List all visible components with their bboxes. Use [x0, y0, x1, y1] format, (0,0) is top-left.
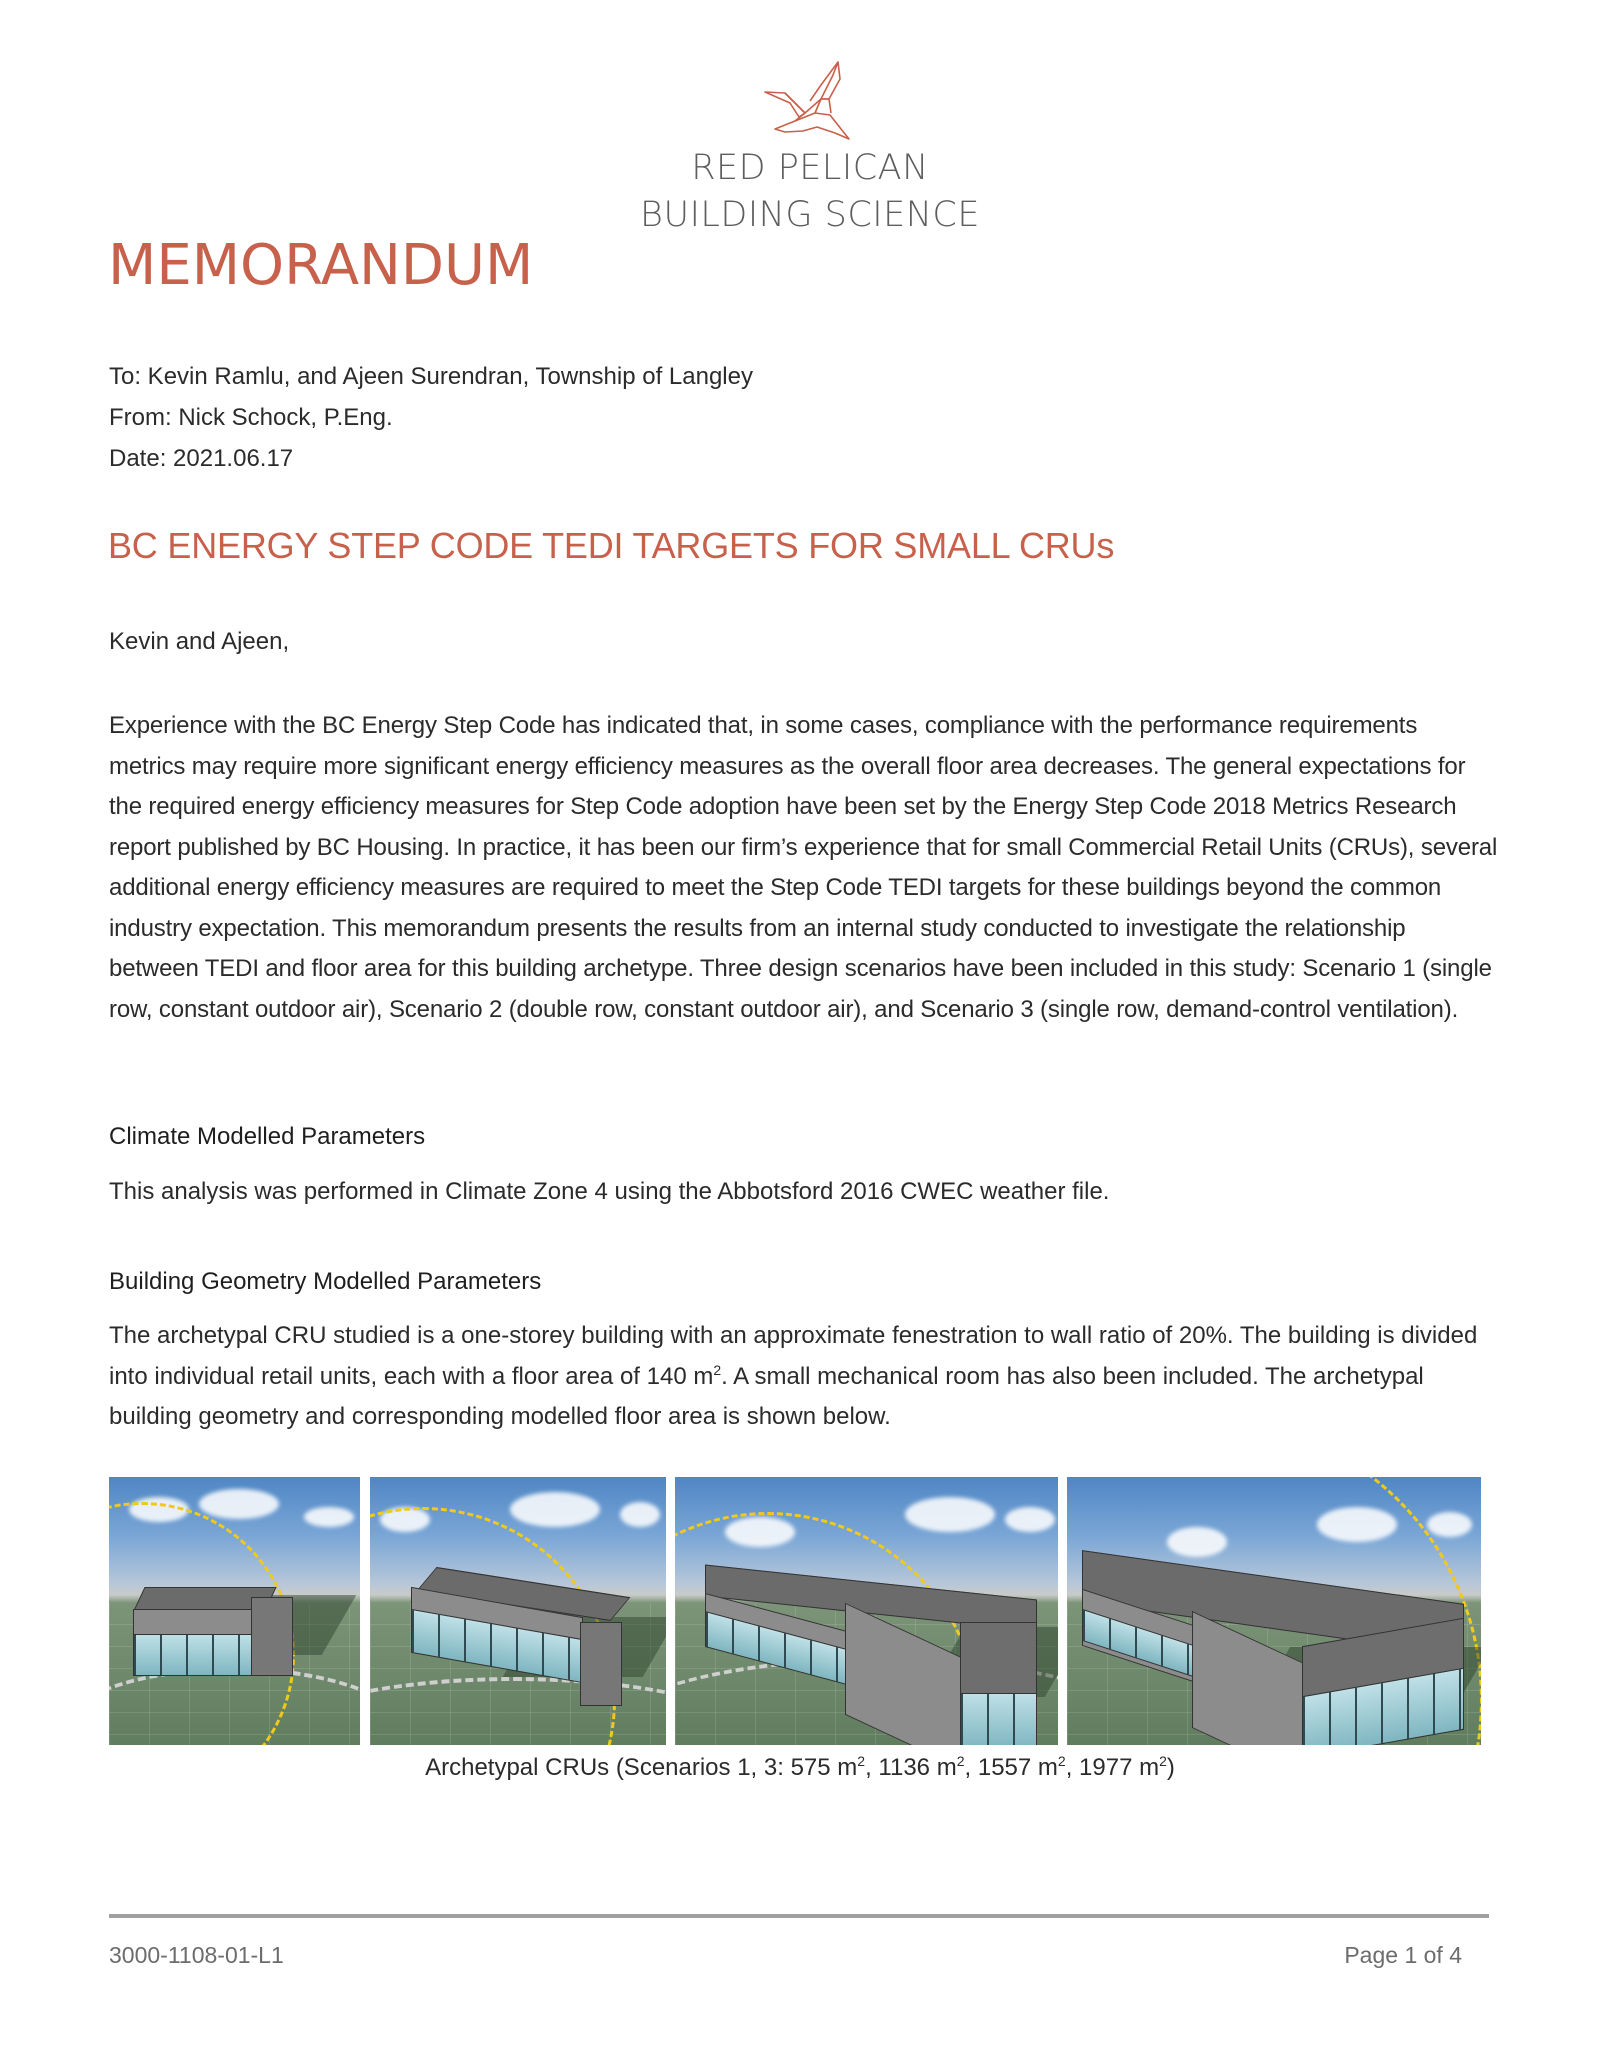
- climate-paragraph: This analysis was performed in Climate Zone 4 using the Abbotsford 2016 CWEC weather file.: [109, 1178, 1110, 1205]
- pelican-icon: [755, 55, 865, 145]
- superscript: 2: [713, 1361, 722, 1378]
- cru-image-575: [109, 1477, 360, 1745]
- area-1136: 1136 m: [878, 1754, 957, 1781]
- date-line: Date: 2021.06.17: [109, 445, 294, 472]
- page-number: Page 1 of 4: [1344, 1942, 1462, 1968]
- figure-caption: [0, 1754, 1600, 1782]
- superscript: 2: [956, 1753, 965, 1769]
- footer-divider: [109, 1914, 1489, 1918]
- memo-header: [109, 356, 753, 479]
- superscript: 2: [1057, 1753, 1066, 1769]
- cru-image-1557: [675, 1477, 1058, 1745]
- cru-image-1136: [370, 1477, 666, 1745]
- document-number: 3000-1108-01-L1: [109, 1942, 284, 1968]
- logo-line-1: RED PELICAN: [691, 148, 929, 188]
- caption-suffix: ): [1166, 1754, 1175, 1781]
- subject-heading: BC ENERGY STEP CODE TEDI TARGETS FOR SMALL CRUs: [108, 525, 1115, 566]
- geometry-paragraph: [109, 1316, 1499, 1438]
- from-line: From: Nick Schock, P.Eng.: [109, 404, 393, 431]
- caption-sep: ,: [865, 1754, 879, 1781]
- superscript: 2: [857, 1753, 866, 1769]
- salutation: Kevin and Ajeen,: [109, 628, 290, 655]
- logo-line-2: BUILDING SCIENCE: [640, 195, 980, 235]
- caption-sep: ,: [964, 1754, 978, 1781]
- intro-paragraph: Experience with the BC Energy Step Code has indicated that, in some cases, compliance with the performance requirements metrics may require more significant energy efficiency measures as the overall floor area decreases. The general expectations for the required energy efficiency measures for Step Code adoption have been set by the Energy Step Code 2018 Metrics Research report published by BC Housing. In practice, it has been our firm’s experience that for small Commercial Retail Units (CRUs), several additional energy efficiency measures are required to meet the Step Code TEDI targets for these buildings beyond the common industry expectation. This memorandum presents the results from an internal study conducted to investigate the relationship between TEDI and floor area for this building archetype. Three design scenarios have been included in this study: Scenario 1 (single row, constant outdoor air), Scenario 2 (double row, constant outdoor air), and Scenario 3 (single row, demand-control ventilation).: [109, 712, 1498, 1023]
- area-1977: 1977 m: [1079, 1754, 1160, 1781]
- area-575: 575 m: [790, 1754, 858, 1781]
- superscript: 2: [1159, 1753, 1167, 1769]
- caption-sep: ,: [1065, 1754, 1080, 1781]
- climate-heading: Climate Modelled Parameters: [109, 1123, 426, 1150]
- area-1557: 1557 m: [977, 1754, 1058, 1781]
- geometry-text-a: The archetypal CRU studied is a one-storey building with an approximate fenestration to wall ratio of 20%. The building is divided into individual retail units, each with a floor area of 140 m: [109, 1322, 1478, 1390]
- company-logo: [640, 55, 980, 239]
- memo-title: MEMORANDUM: [108, 233, 534, 298]
- cru-image-1977: [1067, 1477, 1481, 1745]
- caption-prefix: Archetypal CRUs (Scenarios 1, 3:: [425, 1754, 791, 1781]
- geometry-text-b: . A small mechanical room has also been included. The archetypal building geometry and corresponding modelled floor area is shown below.: [109, 1362, 1424, 1430]
- geometry-heading: Building Geometry Modelled Parameters: [109, 1268, 542, 1295]
- to-line: To: Kevin Ramlu, and Ajeen Surendran, Township of Langley: [109, 363, 753, 390]
